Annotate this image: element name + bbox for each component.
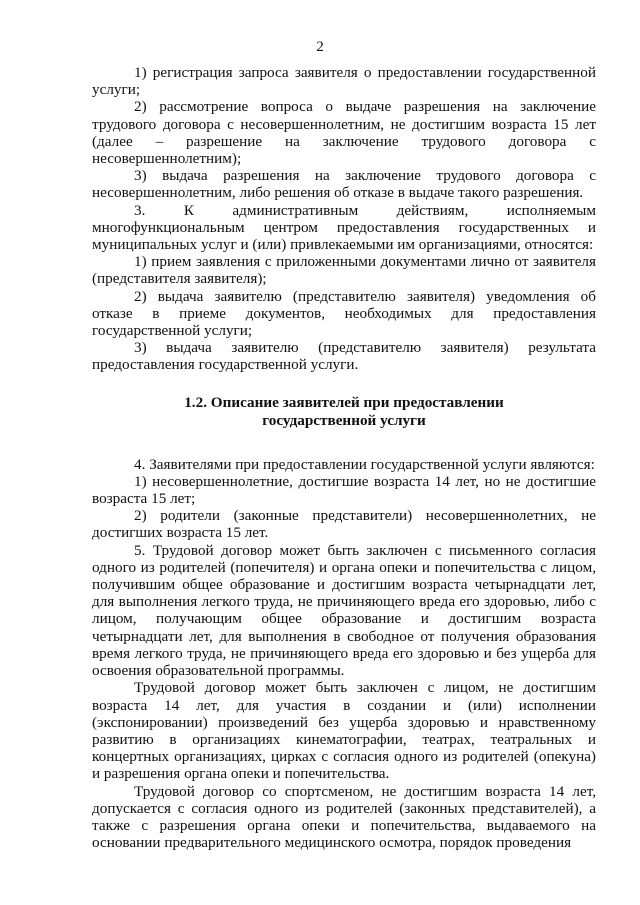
paragraph: 4. Заявителями при предоставлении государственной услуги являются: <box>134 455 595 473</box>
paragraph: Трудовой договор может быть заключен с лицом, не достигшим возраста 14 лет, для участия в создании и (или) исполнении (экспонировании) произведений без ущерба здоровью и нравственному развитию в организациях кинематографии, театрах, театральных и концертных организациях, цирках с согласия одного из родителей (опекуна) и разрешения органа опеки и попечительства. <box>92 679 596 783</box>
list-item: 3) выдача разрешения на заключение трудового договора с несовершеннолетним, либо решения об отказе в выдаче такого разрешения. <box>92 167 596 202</box>
list-item: 1) несовершеннолетние, достигшие возраста 14 лет, но не достигшие возраста 15 лет; <box>92 472 596 508</box>
list-item: 3) выдача заявителю (представителю заявителя) результата предоставления государственной услуги. <box>92 339 596 374</box>
list-item: 2) рассмотрение вопроса о выдаче разрешения на заключение трудового договора с несовершеннолетним, не достигшим возраста 15 лет (далее – разрешение на заключение трудового договора с несовершеннолетним); <box>92 98 596 168</box>
paragraph: 5. Трудовой договор может быть заключен с письменного согласия одного из родителей (попечителя) и органа опеки и попечительства с лицом, получившим общее образование и достигшим возраста четырнадцати лет, для выполнения легкого труда, не причиняющего вреда его здоровью, либо с лицом, получающим общее образование и достигшим возраста четырнадцати лет, для выполнения в свободное от получения образования время легкого труда, не причиняющего вреда его здоровью и без ущерба для освоения образовательной программы. <box>92 541 596 680</box>
document-body <box>92 64 596 851</box>
section-heading-line-1: 1.2. Описание заявителей при предоставлении <box>184 393 504 411</box>
list-item: 1) регистрация запроса заявителя о предоставлении государственной услуги; <box>92 64 596 99</box>
paragraph: 3. К административным действиям, исполняемым многофункциональным центром предоставления государственных и муниципальных услуг и (или) привлекаемыми им организациями, относятся: <box>92 201 596 254</box>
section-heading <box>92 394 596 430</box>
paragraph: Трудовой договор со спортсменом, не достигшим возраста 14 лет, допускается с согласия одного из родителей (законных представителей), а также с разрешения органа опеки и попечительства, выдаваемого на основании предварительного медицинского осмотра, порядок проведения <box>92 782 596 852</box>
list-item: 2) выдача заявителю (представителю заявителя) уведомления об отказе в приеме документов, необходимых для предоставления государственной услуги; <box>92 287 596 340</box>
list-item: 1) прием заявления с приложенными документами лично от заявителя (представителя заявителя); <box>92 253 596 288</box>
list-item: 2) родители (законные представители) несовершеннолетних, не достигших возраста 15 лет. <box>92 507 596 542</box>
section-heading-line-2: государственной услуги <box>262 411 426 429</box>
page-number: 2 <box>316 38 324 55</box>
